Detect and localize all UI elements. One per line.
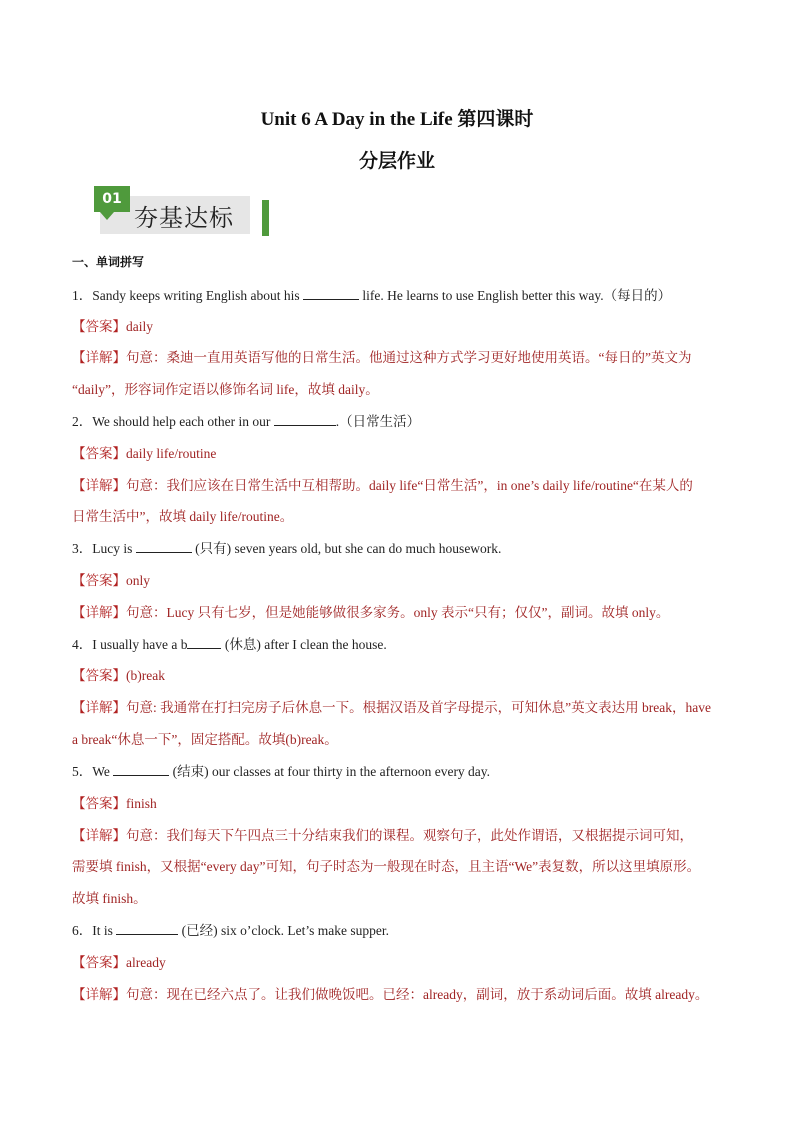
question-text-pre: 1．Sandy keeps writing English about his (72, 288, 303, 303)
detail-text: 句意：我们每天下午四点三十分结束我们的课程。观察句子，此处作谓语，又根据提示词可知， (126, 828, 693, 843)
question-text-pre: 6．It is (72, 923, 117, 938)
question-2 (72, 410, 420, 430)
answer-tag: 【答案】 (72, 796, 126, 811)
answer-text: daily (126, 319, 153, 334)
answer-line-1 (72, 315, 153, 335)
page-title: Unit 6 A Day in the Life 第四课时 (260, 109, 534, 130)
question-text-pre: 2．We should help each other in our (72, 414, 274, 429)
question-text-post: (休息) after I clean the house. (221, 637, 387, 652)
answer-text: finish (126, 796, 157, 811)
answer-line-2 (72, 442, 216, 462)
detail-tag: 【详解】 (72, 828, 126, 843)
detail-text: 句意：桑迪一直用英语写他的日常生活。他通过这种方式学习更好地使用英语。“每日的”英文为 (126, 350, 692, 365)
answer-text: only (126, 573, 151, 588)
answer-line-5 (72, 792, 157, 812)
banner-number-badge: 01 (94, 186, 130, 212)
question-5 (72, 760, 490, 780)
detail-tag: 【详解】 (72, 700, 126, 715)
answer-blank (136, 540, 192, 553)
question-1 (72, 284, 671, 304)
question-text-post: (已经) six o’clock. Let’s make supper. (178, 923, 389, 938)
question-3 (72, 537, 501, 557)
detail-line (72, 696, 711, 716)
answer-blank (187, 636, 221, 649)
question-text-post: life. He learns to use English better this way.（每日的） (358, 288, 672, 303)
question-text-post: (结束) our classes at four thirty in the afternoon every day. (169, 764, 491, 779)
answer-tag: 【答案】 (72, 319, 126, 334)
detail-text: 句意: 我通常在打扫完房子后休息一下。根据汉语及首字母提示，可知休息”英文表达用 break，have (126, 700, 711, 715)
question-text-post: (只有) seven years old, but she can do much housework. (191, 541, 502, 556)
question-text-pre: 3．Lucy is (72, 541, 136, 556)
answer-line-3 (72, 569, 150, 589)
question-text-pre: 4．I usually have a b (72, 637, 188, 652)
answer-tag: 【答案】 (72, 668, 126, 683)
answer-blank (274, 413, 336, 426)
detail-line: 日常生活中”，故填 daily life/routine。 (72, 509, 294, 524)
banner-label: 夯基达标 (134, 204, 234, 232)
question-text-pre: 5．We (72, 764, 114, 779)
detail-line: “daily”，形容词作定语以修饰名词 life，故填 daily。 (72, 382, 379, 397)
section-title: 一、单词拼写 (72, 255, 145, 269)
detail-tag: 【详解】 (72, 478, 126, 493)
answer-blank (113, 763, 169, 776)
answer-line-4 (72, 664, 165, 684)
answer-line-6 (72, 951, 166, 971)
detail-line: 故填 finish。 (72, 891, 147, 906)
answer-blank (116, 922, 178, 935)
question-4 (72, 633, 387, 653)
detail-tag: 【详解】 (72, 987, 126, 1002)
detail-text: 句意：我们应该在日常生活中互相帮助。daily life“日常生活”，in one’s daily life/routine“在某人的 (126, 478, 693, 493)
detail-line (72, 474, 693, 494)
question-6 (72, 919, 389, 939)
detail-line (72, 346, 691, 366)
answer-tag: 【答案】 (72, 573, 126, 588)
detail-text: 句意：现在已经六点了。让我们做晚饭吧。已经：already，副词，放于系动词后面。故填 already。 (126, 987, 709, 1002)
detail-line (72, 983, 708, 1003)
detail-line: 需要填 finish，又根据“every day”可知，句子时态为一般现在时态，且主语“We”表复数，所以这里填原形。 (72, 859, 701, 874)
answer-tag: 【答案】 (72, 446, 126, 461)
banner-accent-bar (262, 200, 269, 236)
detail-line (72, 601, 669, 621)
question-text-post: .（日常生活） (335, 414, 421, 429)
section-banner (86, 186, 276, 238)
badge-tail-icon (100, 212, 114, 220)
detail-text: 句意：Lucy 只有七岁，但是她能够做很多家务。only 表示“只有；仅仅”，副词。故填 only。 (126, 605, 670, 620)
answer-text: daily life/routine (126, 446, 217, 461)
detail-line (72, 824, 693, 844)
answer-blank (303, 287, 359, 300)
detail-line: a break“休息一下”，固定搭配。故填(b)reak。 (72, 732, 338, 747)
detail-tag: 【详解】 (72, 605, 126, 620)
detail-tag: 【详解】 (72, 350, 126, 365)
answer-tag: 【答案】 (72, 955, 126, 970)
page-subtitle: 分层作业 (358, 151, 435, 172)
answer-text: (b)reak (126, 668, 165, 683)
answer-text: already (126, 955, 166, 970)
